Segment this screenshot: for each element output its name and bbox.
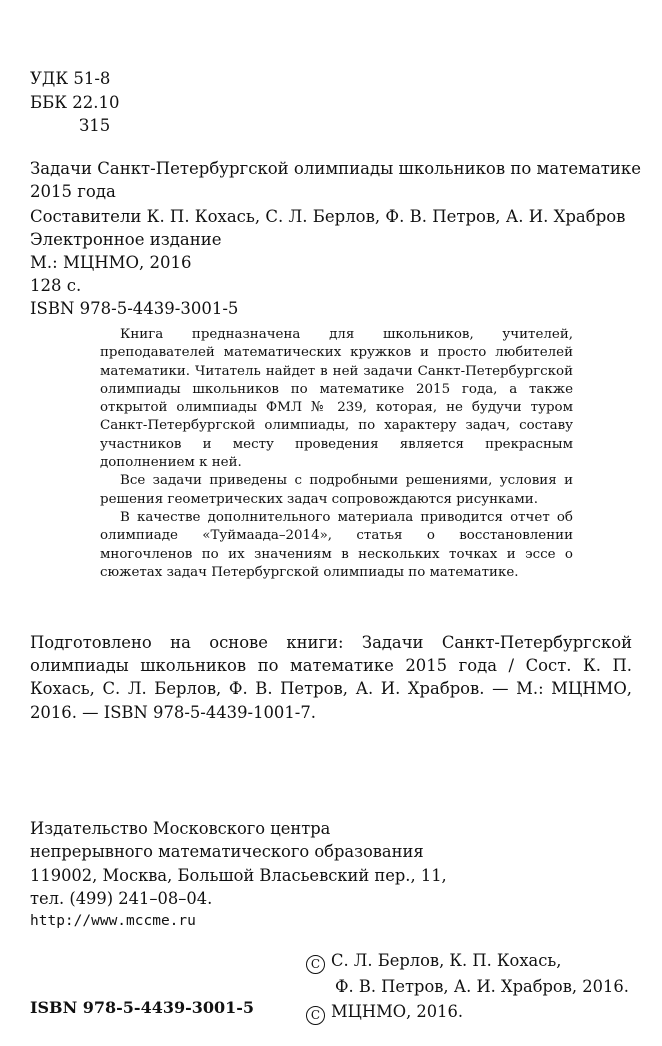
publisher-website-link[interactable]: http://www.mccme.ru <box>30 913 196 930</box>
bottom-isbn: ISBN 978-5-4439-3001-5 <box>30 998 255 1017</box>
copyright-line3: МЦНМО, 2016. <box>331 1002 464 1021</box>
abstract-paragraph: Книга предназначена для школьников, учителей, преподавателей математических кружков и просто любителей математики. Читатель найдет в ней задачи Санкт-Петербургской олимпиады школьников по математике 2015 года, а также открытой олимпиады ФМЛ № 239, которая, не будучи туром Санкт-Петербургской олимпиады, по характеру задач, составу участников и месту проведения является прекрасным дополнением к ней. <box>100 327 573 471</box>
isbn: ISBN 978-5-4439-3001-5 <box>30 299 239 318</box>
book-title-line1: Задачи Санкт-Петербургской олимпиады школьников по математике <box>30 159 641 178</box>
page-count: 128 с. <box>30 276 82 295</box>
publisher-name-line1: Издательство Московского центра <box>30 819 331 838</box>
copyright-icon: C <box>306 1006 325 1025</box>
copyright-icon: C <box>306 955 325 974</box>
source-note: Подготовлено на основе книги: Задачи Санкт-Петербургской олимпиады школьников по математике 2015 года / Сост. К. П. Кохась, С. Л. Берлов, Ф. В. Петров, А. И. Храбров. — М.: МЦНМО, 2016. — ISBN 978-5-4439-1001-7. <box>30 633 632 722</box>
bbk-code: ББК 22.10 <box>30 93 120 112</box>
author-mark: З15 <box>79 116 111 135</box>
publisher-address: 119002, Москва, Большой Власьевский пер., 11, <box>30 865 447 885</box>
copyright-line2: Ф. В. Петров, А. И. Храбров, 2016. <box>335 977 629 996</box>
copyright-line1: С. Л. Берлов, К. П. Кохась, <box>331 951 562 970</box>
publisher-phone: тел. (499) 241–08–04. <box>30 888 213 908</box>
compilers: Составители К. П. Кохась, С. Л. Берлов, Ф. В. Петров, А. И. Храбров <box>30 207 626 226</box>
abstract-paragraph: В качестве дополнительного материала приводится отчет об олимпиаде «Туймаада–2014», статья о восстановлении многочленов по их значениям в нескольких точках и эссе о сюжетах задач Петербургской олимпиады по математике. <box>100 509 573 580</box>
copyright-block <box>306 948 629 1025</box>
publisher-name-line2: непрерывного математического образования <box>30 842 424 862</box>
imprint: М.: МЦНМО, 2016 <box>30 253 192 272</box>
abstract <box>100 326 573 582</box>
abstract-paragraph: Все задачи приведены с подробными решениями, условия и решения геометрических задач сопровождаются рисунками. <box>100 473 573 507</box>
udk-code: УДК 51-8 <box>30 69 111 88</box>
book-title-line2: 2015 года <box>30 182 116 201</box>
edition-type: Электронное издание <box>30 230 222 249</box>
publisher-info <box>30 817 447 933</box>
